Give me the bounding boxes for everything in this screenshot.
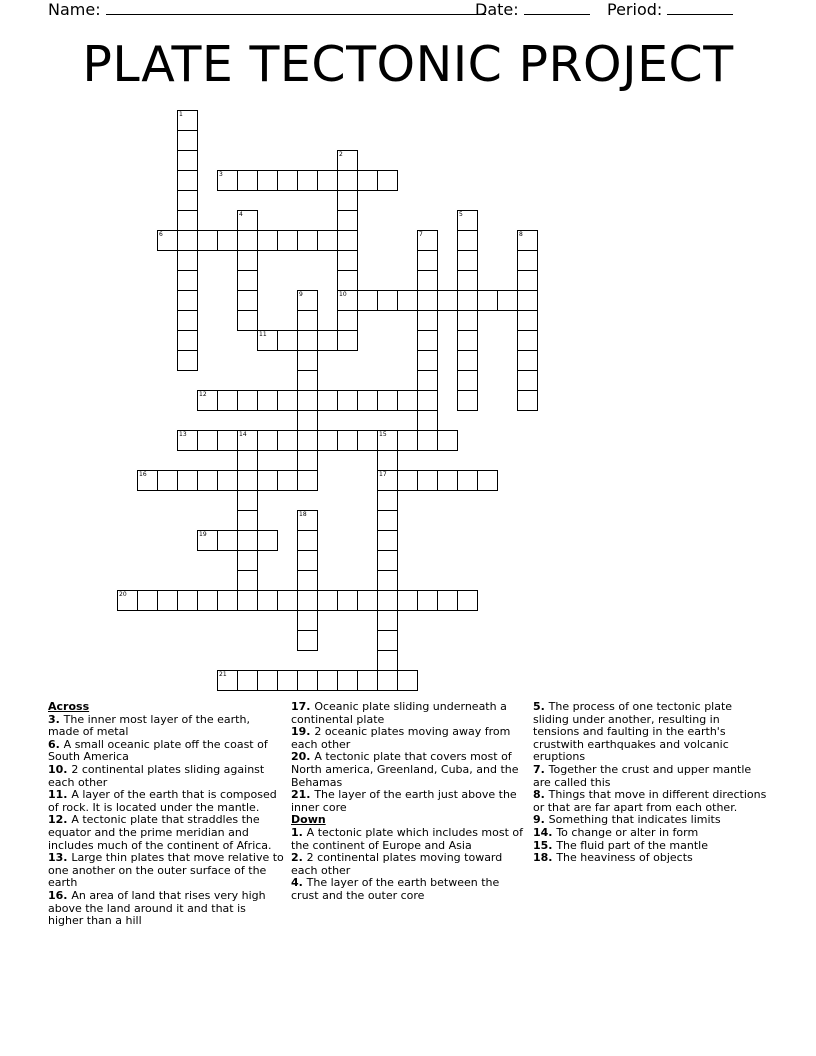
clue-number: 9 — [299, 291, 303, 298]
crossword-cell[interactable] — [297, 450, 318, 471]
clue-num: 1. — [291, 825, 307, 839]
crossword-cell[interactable] — [177, 210, 198, 231]
crossword-cell[interactable] — [457, 230, 478, 251]
crossword-cell[interactable] — [297, 410, 318, 431]
crossword-cell[interactable] — [377, 670, 398, 691]
crossword-cell[interactable] — [397, 670, 418, 691]
down-clue — [533, 789, 769, 814]
crossword-cell[interactable] — [317, 430, 338, 451]
crossword-cell[interactable] — [417, 230, 438, 251]
crossword-cell[interactable] — [377, 470, 398, 491]
crossword-cell[interactable] — [217, 470, 238, 491]
clue-text: The heaviness of objects — [556, 851, 693, 865]
crossword-cell[interactable] — [237, 570, 258, 591]
crossword-cell[interactable] — [397, 430, 418, 451]
across-clue — [291, 701, 527, 726]
crossword-cell[interactable] — [297, 170, 318, 191]
crossword-cell[interactable] — [417, 330, 438, 351]
across-clue — [291, 789, 527, 814]
crossword-cell[interactable] — [297, 430, 318, 451]
crossword-cell[interactable] — [237, 550, 258, 571]
clue-number: 10 — [339, 291, 347, 298]
crossword-cell[interactable] — [257, 590, 278, 611]
period-label: Period: — [607, 0, 663, 19]
crossword-cell[interactable] — [377, 490, 398, 511]
crossword-cell[interactable] — [357, 670, 378, 691]
crossword-cell[interactable] — [377, 390, 398, 411]
crossword-cell[interactable] — [377, 550, 398, 571]
clue-text: 2 oceanic plates moving away from each other — [291, 725, 511, 751]
clue-num: 6. — [48, 737, 64, 751]
crossword-cell[interactable] — [217, 670, 238, 691]
clue-num: 14. — [533, 825, 557, 839]
crossword-cell[interactable] — [277, 590, 298, 611]
across-clue — [48, 739, 284, 764]
crossword-cell[interactable] — [357, 590, 378, 611]
crossword-cell[interactable] — [457, 250, 478, 271]
crossword-cell[interactable] — [177, 230, 198, 251]
crossword-cell[interactable] — [517, 370, 538, 391]
crossword-cell[interactable] — [377, 650, 398, 671]
crossword-cell[interactable] — [257, 330, 278, 351]
crossword-cell[interactable] — [297, 290, 318, 311]
crossword-cell[interactable] — [337, 210, 358, 231]
clue-text: A tectonic plate that covers most of North america, Greenland, Cuba, and the Behamas — [291, 750, 519, 789]
crossword-cell[interactable] — [297, 550, 318, 571]
crossword-cell[interactable] — [297, 310, 318, 331]
clue-number: 6 — [159, 231, 163, 238]
crossword-cell[interactable] — [177, 290, 198, 311]
clue-text: To change or alter in form — [556, 825, 699, 839]
crossword-cell[interactable] — [437, 590, 458, 611]
clue-number: 1 — [179, 111, 183, 118]
crossword-cell[interactable] — [297, 470, 318, 491]
crossword-cell[interactable] — [457, 350, 478, 371]
crossword-cell[interactable] — [317, 170, 338, 191]
clue-number: 4 — [239, 211, 243, 218]
crossword-cell[interactable] — [157, 470, 178, 491]
crossword-cell[interactable] — [277, 470, 298, 491]
crossword-cell[interactable] — [337, 170, 358, 191]
crossword-cell[interactable] — [237, 170, 258, 191]
crossword-cell[interactable] — [337, 330, 358, 351]
crossword-cell[interactable] — [357, 170, 378, 191]
crossword-cell[interactable] — [317, 330, 338, 351]
clue-text: A tectonic plate which includes most of the continent of Europe and Asia — [291, 825, 524, 852]
crossword-cell[interactable] — [417, 590, 438, 611]
across-clues-col1 — [48, 701, 284, 928]
crossword-cell[interactable] — [177, 130, 198, 151]
across-clue — [48, 814, 284, 852]
clue-text: 2 continental plates moving toward each other — [291, 851, 503, 877]
crossword-cell[interactable] — [517, 350, 538, 371]
crossword-cell[interactable] — [457, 390, 478, 411]
crossword-cell[interactable] — [337, 270, 358, 291]
clue-text: Large thin plates that move relative to one another on the outer surface of the earth — [48, 851, 284, 890]
crossword-cell[interactable] — [217, 390, 238, 411]
crossword-cell[interactable] — [397, 590, 418, 611]
crossword-cell[interactable] — [177, 270, 198, 291]
crossword-cell[interactable] — [337, 590, 358, 611]
crossword-cell[interactable] — [197, 390, 218, 411]
clue-num: 17. — [291, 700, 315, 713]
crossword-cell[interactable] — [417, 310, 438, 331]
crossword-cell[interactable] — [457, 210, 478, 231]
crossword-cell[interactable] — [417, 370, 438, 391]
crossword-cell[interactable] — [397, 290, 418, 311]
crossword-cell[interactable] — [257, 230, 278, 251]
crossword-cell[interactable] — [457, 470, 478, 491]
crossword-cell[interactable] — [457, 590, 478, 611]
clue-num: 9. — [533, 813, 549, 827]
crossword-cell[interactable] — [257, 170, 278, 191]
crossword-cell[interactable] — [277, 330, 298, 351]
clue-number: 5 — [459, 211, 463, 218]
crossword-cell[interactable] — [277, 390, 298, 411]
crossword-cell[interactable] — [277, 230, 298, 251]
crossword-cell[interactable] — [217, 430, 238, 451]
crossword-cell[interactable] — [377, 630, 398, 651]
crossword-cell[interactable] — [137, 590, 158, 611]
across-clue — [291, 751, 527, 789]
crossword-cell[interactable] — [317, 230, 338, 251]
crossword-cell[interactable] — [337, 390, 358, 411]
crossword-cell[interactable] — [297, 590, 318, 611]
crossword-cell[interactable] — [217, 230, 238, 251]
crossword-cell[interactable] — [177, 330, 198, 351]
crossword-cell[interactable] — [337, 230, 358, 251]
clue-num: 4. — [291, 876, 307, 890]
crossword-cell[interactable] — [237, 530, 258, 551]
crossword-cell[interactable] — [337, 150, 358, 171]
crossword-cell[interactable] — [197, 430, 218, 451]
crossword-cell[interactable] — [257, 530, 278, 551]
across-clue — [48, 890, 284, 928]
crossword-cell[interactable] — [157, 230, 178, 251]
crossword-cell[interactable] — [237, 590, 258, 611]
crossword-cell[interactable] — [257, 470, 278, 491]
crossword-cell[interactable] — [177, 590, 198, 611]
crossword-cell[interactable] — [457, 330, 478, 351]
down-clue — [533, 701, 769, 764]
crossword-cell[interactable] — [377, 610, 398, 631]
crossword-cell[interactable] — [477, 470, 498, 491]
clue-num: 7. — [533, 762, 549, 776]
crossword-cell[interactable] — [337, 250, 358, 271]
crossword-cell[interactable] — [297, 630, 318, 651]
clue-text: An area of land that rises very high above the land around it and that is higher than a hill — [48, 888, 266, 928]
name-label: Name: — [48, 0, 101, 19]
crossword-cell[interactable] — [237, 450, 258, 471]
crossword-cell[interactable] — [177, 190, 198, 211]
crossword-cell[interactable] — [197, 470, 218, 491]
crossword-cell[interactable] — [457, 290, 478, 311]
crossword-cell[interactable] — [377, 170, 398, 191]
crossword-cell[interactable] — [237, 310, 258, 331]
crossword-cell[interactable] — [377, 430, 398, 451]
crossword-cell[interactable] — [517, 250, 538, 271]
clue-number: 20 — [119, 591, 127, 598]
clue-number: 12 — [199, 391, 207, 398]
crossword-cell[interactable] — [237, 210, 258, 231]
crossword-cell[interactable] — [237, 250, 258, 271]
down-clue — [291, 877, 527, 902]
crossword-cell[interactable] — [517, 390, 538, 411]
crossword-cell[interactable] — [177, 350, 198, 371]
clue-number: 13 — [179, 431, 187, 438]
across-clue — [48, 714, 284, 739]
clue-num: 11. — [48, 788, 72, 802]
clue-num: 18. — [533, 851, 557, 865]
down-heading: Down — [291, 813, 326, 827]
crossword-cell[interactable] — [437, 290, 458, 311]
clue-text: A small oceanic plate off the coast of South America — [48, 737, 268, 764]
crossword-cell[interactable] — [237, 230, 258, 251]
crossword-cell[interactable] — [277, 170, 298, 191]
across-clue — [291, 726, 527, 751]
crossword-cell[interactable] — [177, 470, 198, 491]
crossword-cell[interactable] — [297, 610, 318, 631]
crossword-cell[interactable] — [297, 330, 318, 351]
clue-text: A layer of the earth that is composed of rock. It is located under the mantle. — [48, 788, 277, 814]
crossword-cell[interactable] — [177, 150, 198, 171]
clue-number: 11 — [259, 331, 267, 338]
crossword-cell[interactable] — [137, 470, 158, 491]
crossword-cell[interactable] — [117, 590, 138, 611]
clue-num: 12. — [48, 813, 72, 827]
crossword-cell[interactable] — [417, 430, 438, 451]
across-heading: Across — [48, 700, 90, 713]
crossword-cell[interactable] — [197, 530, 218, 551]
across-clue — [48, 852, 284, 890]
clue-text: The fluid part of the mantle — [556, 838, 708, 852]
clue-num: 2. — [291, 851, 307, 865]
crossword-cell[interactable] — [297, 350, 318, 371]
clue-text: The layer of the earth between the crust and the outer core — [291, 876, 500, 902]
date-label: Date: — [475, 0, 519, 19]
crossword-cell[interactable] — [517, 230, 538, 251]
down-clue — [533, 852, 769, 865]
crossword-cell[interactable] — [277, 430, 298, 451]
crossword-cell[interactable] — [457, 370, 478, 391]
crossword-cell[interactable] — [297, 570, 318, 591]
clue-number: 19 — [199, 531, 207, 538]
crossword-cell[interactable] — [337, 290, 358, 311]
crossword-cell[interactable] — [257, 670, 278, 691]
crossword-cell[interactable] — [377, 510, 398, 531]
clue-text: Things that move in different directions or that are far apart from each other. — [533, 788, 767, 814]
clue-number: 2 — [339, 151, 343, 158]
clues-col2 — [291, 701, 527, 903]
crossword-cell[interactable] — [377, 290, 398, 311]
crossword-cell[interactable] — [357, 430, 378, 451]
crossword-cell[interactable] — [257, 390, 278, 411]
crossword-cell[interactable] — [417, 470, 438, 491]
crossword-cell[interactable] — [237, 670, 258, 691]
down-clue — [291, 827, 527, 852]
crossword-cell[interactable] — [437, 430, 458, 451]
crossword-cell[interactable] — [297, 230, 318, 251]
crossword-cell[interactable] — [337, 190, 358, 211]
clue-text: The inner most layer of the earth, made of metal — [48, 712, 250, 739]
crossword-cell[interactable] — [317, 390, 338, 411]
clue-number: 16 — [139, 471, 147, 478]
crossword-cell[interactable] — [377, 450, 398, 471]
crossword-cell[interactable] — [357, 390, 378, 411]
crossword-cell[interactable] — [237, 510, 258, 531]
crossword-cell[interactable] — [217, 170, 238, 191]
crossword-cell[interactable] — [217, 530, 238, 551]
clue-num: 16. — [48, 888, 72, 902]
crossword-cell[interactable] — [237, 390, 258, 411]
crossword-cell[interactable] — [497, 290, 518, 311]
crossword-cell[interactable] — [377, 530, 398, 551]
crossword-cell[interactable] — [457, 270, 478, 291]
crossword-cell[interactable] — [517, 330, 538, 351]
across-clue — [48, 764, 284, 789]
crossword-cell[interactable] — [297, 390, 318, 411]
crossword-cell[interactable] — [357, 290, 378, 311]
clue-number: 3 — [219, 171, 223, 178]
crossword-cell[interactable] — [417, 290, 438, 311]
clue-num: 21. — [291, 788, 315, 802]
clue-text: The layer of the earth just above the inner core — [291, 788, 517, 814]
clue-number: 15 — [379, 431, 387, 438]
down-clues-col3 — [533, 701, 769, 865]
crossword-cell[interactable] — [457, 310, 478, 331]
crossword-cell[interactable] — [297, 510, 318, 531]
crossword-cell[interactable] — [517, 310, 538, 331]
crossword-cell[interactable] — [517, 290, 538, 311]
clue-num: 15. — [533, 838, 557, 852]
clue-number: 17 — [379, 471, 387, 478]
crossword-cell[interactable] — [177, 170, 198, 191]
across-clue — [48, 789, 284, 814]
crossword-cell[interactable] — [417, 270, 438, 291]
clue-number: 18 — [299, 511, 307, 518]
crossword-cell[interactable] — [417, 390, 438, 411]
crossword-cell[interactable] — [177, 110, 198, 131]
clue-num: 10. — [48, 762, 72, 776]
crossword-cell[interactable] — [237, 290, 258, 311]
crossword-cell[interactable] — [337, 310, 358, 331]
crossword-cell[interactable] — [177, 250, 198, 271]
crossword-cell[interactable] — [397, 470, 418, 491]
crossword-cell[interactable] — [437, 470, 458, 491]
crossword-cell[interactable] — [317, 670, 338, 691]
clue-num: 20. — [291, 750, 315, 764]
crossword-cell[interactable] — [417, 250, 438, 271]
clue-num: 19. — [291, 725, 315, 739]
clue-number: 7 — [419, 231, 423, 238]
crossword-cell[interactable] — [197, 590, 218, 611]
crossword-cell[interactable] — [237, 430, 258, 451]
crossword-cell[interactable] — [237, 270, 258, 291]
crossword-cell[interactable] — [477, 290, 498, 311]
crossword-cell[interactable] — [417, 350, 438, 371]
clue-number: 14 — [239, 431, 247, 438]
clue-text: A tectonic plate that straddles the equator and the prime meridian and includes much of the continent of Africa. — [48, 813, 272, 852]
crossword-cell[interactable] — [157, 590, 178, 611]
crossword-cell[interactable] — [177, 430, 198, 451]
clue-text: Together the crust and upper mantle are called this — [533, 762, 752, 789]
crossword-cell[interactable] — [197, 230, 218, 251]
crossword-cell[interactable] — [297, 670, 318, 691]
crossword-cell[interactable] — [297, 530, 318, 551]
crossword-cell[interactable] — [217, 590, 238, 611]
crossword-cell[interactable] — [517, 270, 538, 291]
clue-num: 5. — [533, 700, 549, 713]
crossword-cell[interactable] — [377, 570, 398, 591]
clue-num: 13. — [48, 851, 72, 865]
clue-text: Oceanic plate sliding underneath a continental plate — [291, 700, 507, 726]
crossword-cell[interactable] — [417, 410, 438, 431]
crossword-cell[interactable] — [277, 670, 298, 691]
down-clue — [533, 764, 769, 789]
crossword-cell[interactable] — [297, 370, 318, 391]
clue-text: The process of one tectonic plate sliding under another, resulting in tensions and faulting in the earth's crustwith earthquakes and volcanic eruptions — [533, 700, 733, 764]
clue-number: 8 — [519, 231, 523, 238]
crossword-cell[interactable] — [337, 430, 358, 451]
clue-num: 3. — [48, 712, 64, 726]
clue-text: Something that indicates limits — [548, 813, 721, 827]
crossword-cell[interactable] — [177, 310, 198, 331]
crossword-cell[interactable] — [257, 430, 278, 451]
crossword-cell[interactable] — [237, 470, 258, 491]
crossword-cell[interactable] — [337, 670, 358, 691]
down-clue — [291, 852, 527, 877]
crossword-cell[interactable] — [377, 590, 398, 611]
crossword-cell[interactable] — [397, 390, 418, 411]
crossword-cell[interactable] — [317, 590, 338, 611]
page-title: PLATE TECTONIC PROJECT — [82, 36, 734, 93]
crossword-cell[interactable] — [237, 490, 258, 511]
clue-number: 21 — [219, 671, 227, 678]
clue-num: 8. — [533, 788, 549, 802]
clue-text: 2 continental plates sliding against each other — [48, 762, 265, 789]
